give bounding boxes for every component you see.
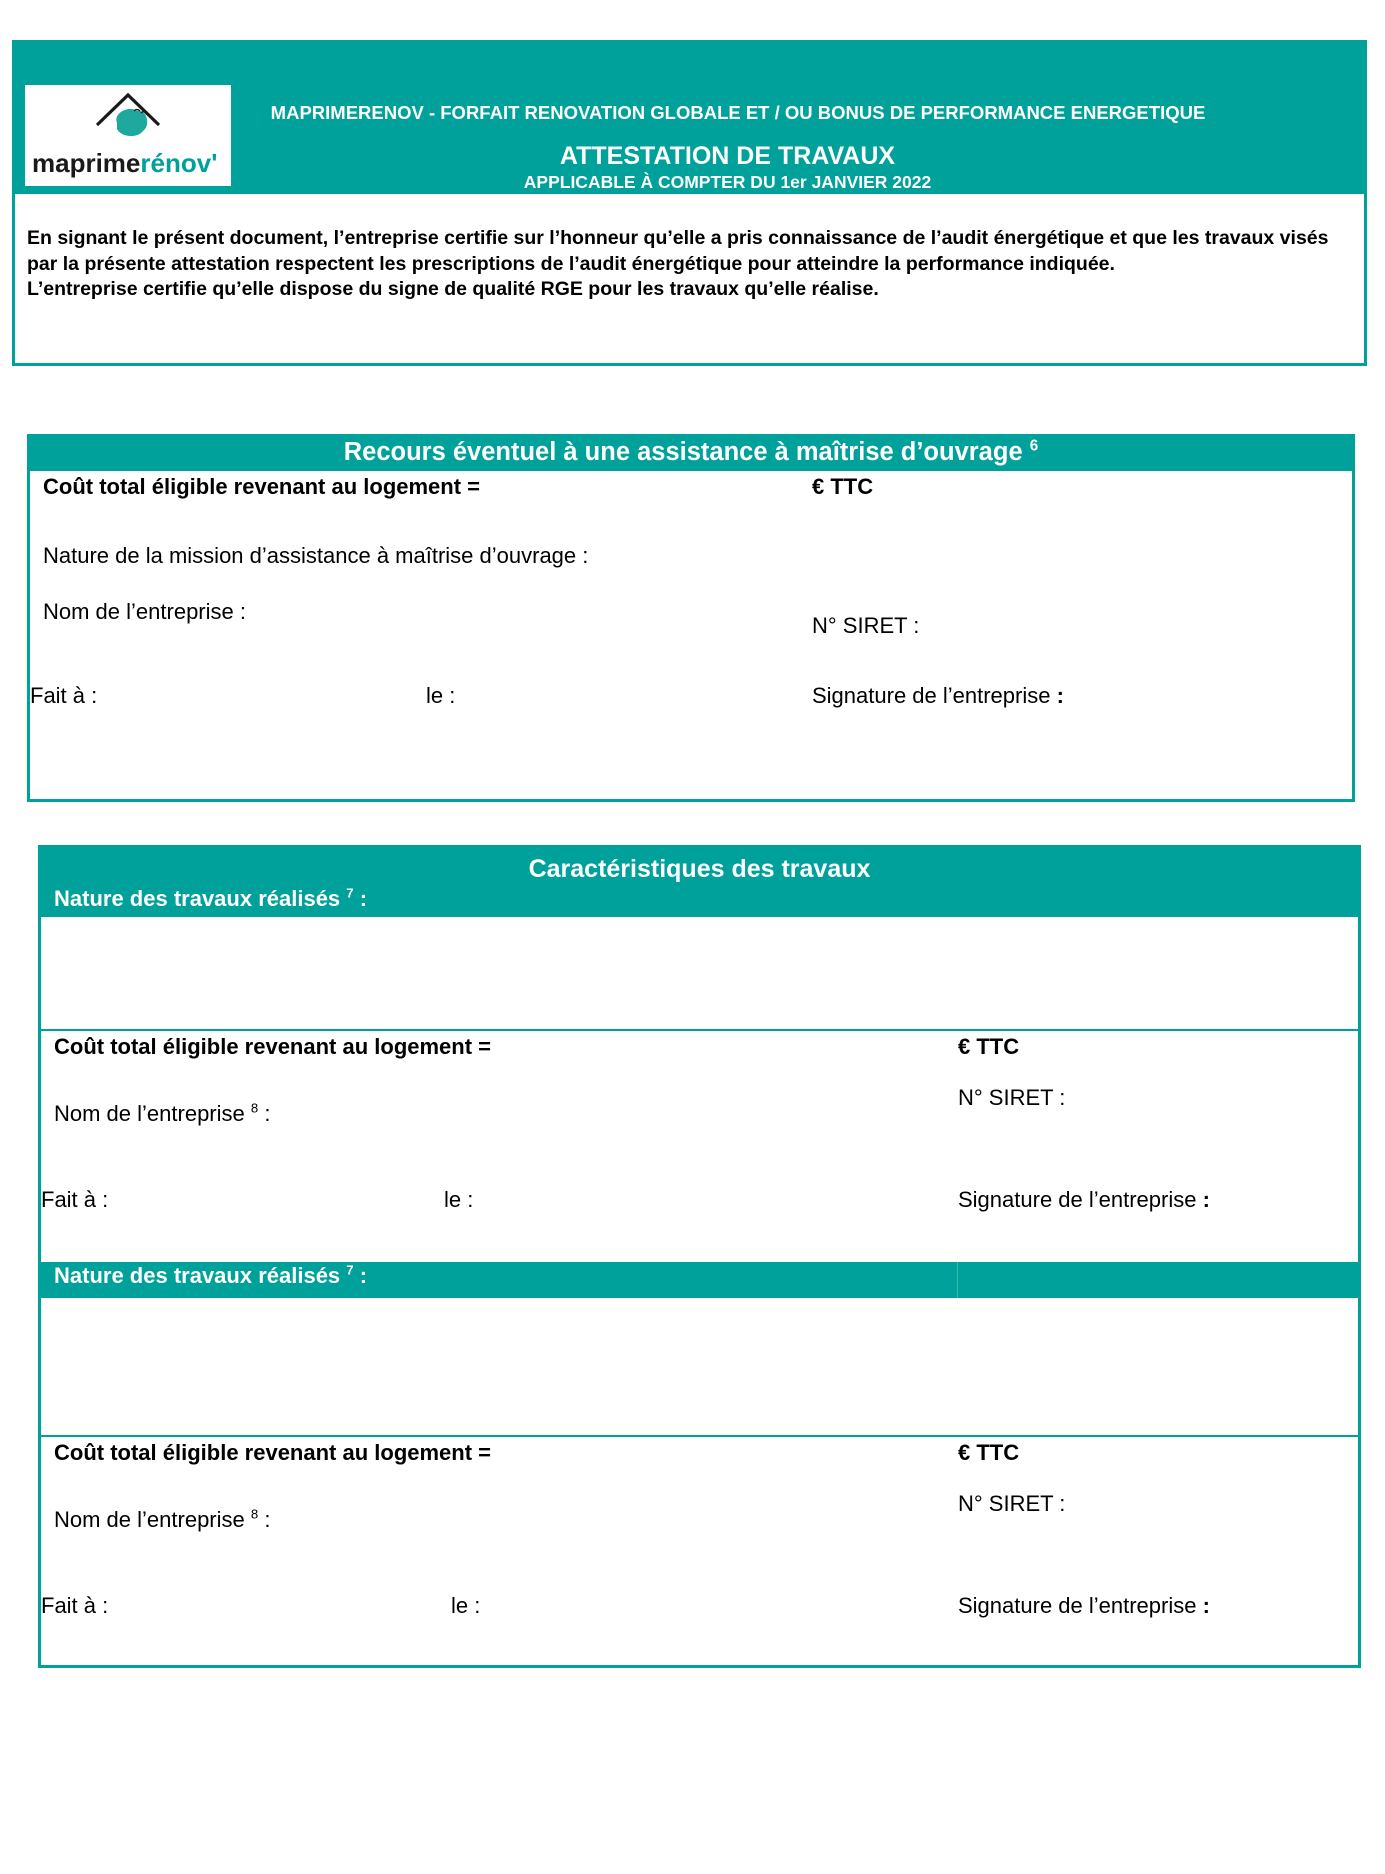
program-title: MAPRIMERENOV - FORFAIT RENOVATION GLOBALE ET / OU BONUS DE PERFORMANCE ENERGETIQUE (270, 102, 1206, 123)
certification-text (27, 226, 1347, 303)
assistance-currency: € TTC (812, 474, 874, 499)
svg-text:maprimerénov' (32, 148, 217, 178)
certification-line-1: En signant le présent document, l’entreprise certifie sur l’honneur qu’elle a pris connaissance de l’audit énergétique et que les travaux visés par la présente attestation respectent les prescriptions de l’audit énergétique pour atteindre la performance indiquée. (27, 227, 1329, 275)
works-nature-label: Nature des travaux réalisés $^7$ : (54, 1262, 368, 1288)
assistance-place-label: Fait à : (30, 683, 98, 708)
document-title: ATTESTATION DE TRAVAUX (559, 142, 896, 170)
assistance-mission-label: Nature de la mission d’assistance à maîtrise d’ouvrage : (43, 543, 589, 568)
certification-line-2: L’entreprise certifie qu’elle dispose du signe de qualité RGE pour les travaux qu’elle réalise. (27, 278, 879, 300)
assistance-title: Recours éventuel à une assistance à maîtrise d’ouvrage $^6$ (343, 437, 1039, 466)
works-cost-label: Coût total éligible revenant au logement = (54, 1034, 492, 1059)
divider (38, 1029, 1361, 1031)
assistance-date-label: le : (426, 683, 456, 708)
works-place-label: Fait à : (41, 1593, 109, 1618)
works-currency: € TTC (958, 1034, 1020, 1059)
works-section (38, 845, 1361, 1668)
logo-text-main: maprime (32, 148, 141, 178)
works-currency: € TTC (958, 1440, 1020, 1465)
works-place-label: Fait à : (41, 1187, 109, 1212)
works-signature-label: Signature de l’entreprise : (958, 1187, 1210, 1212)
band-divider (957, 1262, 958, 1298)
works-date-label: le : (451, 1593, 481, 1618)
logo (25, 85, 231, 186)
assistance-signature-label: Signature de l’entreprise : (812, 683, 1064, 708)
document-subtitle: APPLICABLE À COMPTER DU 1er JANVIER 2022 (523, 172, 932, 192)
works-date-label: le : (444, 1187, 474, 1212)
divider (38, 1435, 1361, 1437)
works-siret-label: N° SIRET : (958, 1085, 1066, 1110)
works-company-label: Nom de l’entreprise $^8$ : (54, 1100, 271, 1126)
assistance-cost-label: Coût total éligible revenant au logement = (43, 474, 481, 499)
footnote-ref: 6 (1029, 437, 1039, 455)
works-nature-label: Nature des travaux réalisés $^7$ : (54, 885, 368, 911)
assistance-siret-label: N° SIRET : (812, 613, 920, 638)
assistance-company-label: Nom de l’entreprise : (43, 599, 246, 624)
works-title: Caractéristiques des travaux (528, 855, 871, 883)
logo-text-accent: rénov' (140, 148, 218, 178)
works-company-label: Nom de l’entreprise $^8$ : (54, 1506, 271, 1532)
house-logo-icon (25, 85, 231, 186)
works-signature-label: Signature de l’entreprise : (958, 1593, 1210, 1618)
works-cost-label: Coût total éligible revenant au logement = (54, 1440, 492, 1465)
works-siret-label: N° SIRET : (958, 1491, 1066, 1516)
